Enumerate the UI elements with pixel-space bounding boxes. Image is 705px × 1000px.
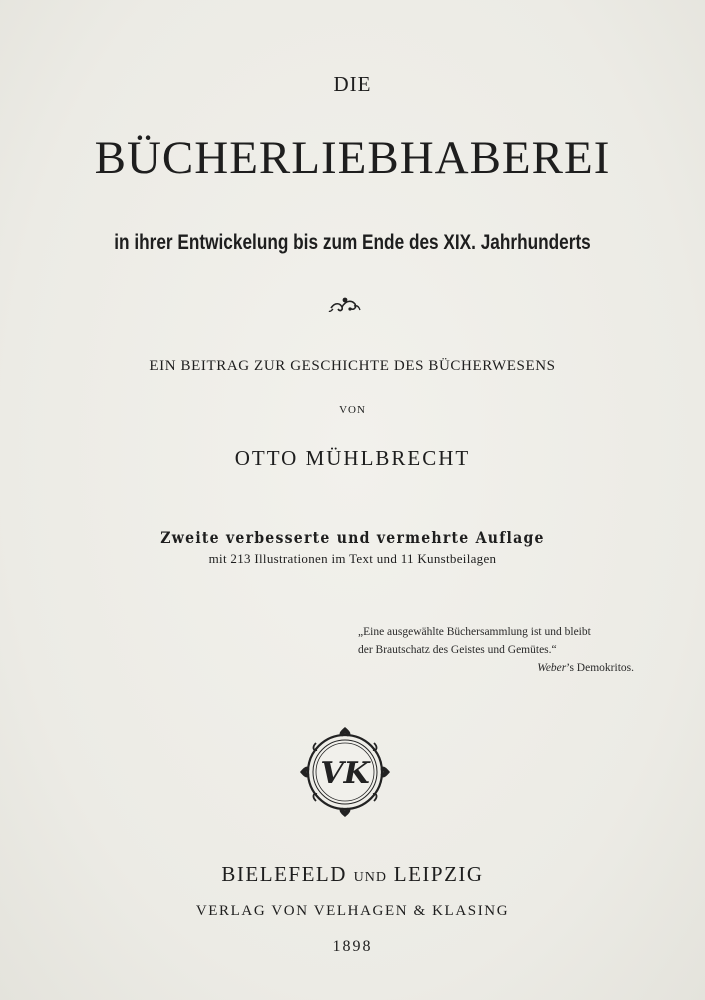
publication-year: 1898 xyxy=(332,938,373,955)
edition-line: Zweite verbesserte und vermehrte Auflage xyxy=(160,528,545,547)
attribution-work: ’s Demokritos. xyxy=(566,662,634,674)
author-name: OTTO MÜHLBRECHT xyxy=(234,446,471,470)
epigraph xyxy=(358,623,648,677)
and-word: UND xyxy=(353,870,387,885)
by-line: VON xyxy=(339,404,366,416)
title-article: DIE xyxy=(333,72,372,96)
epigraph-line-1: „Eine ausgewählte Büchersammlung ist und bleibt xyxy=(358,626,591,638)
epigraph-attribution xyxy=(358,659,648,677)
publisher-line: VERLAG VON VELHAGEN & KLASING xyxy=(195,903,510,919)
publication-place xyxy=(0,862,705,887)
illustrations-line: mit 213 Illustrationen im Text und 11 Kunstbeilagen xyxy=(208,551,497,566)
fleuron-ornament-icon xyxy=(328,294,362,316)
publisher-monogram-emblem-icon xyxy=(296,723,394,821)
city-bielefeld: BIELEFELD xyxy=(221,862,347,886)
epigraph-line-2: der Brautschatz des Geistes und Gemütes.“ xyxy=(358,644,557,656)
book-subtitle: in ihrer Entwickelung bis zum Ende des XIX. Jahrhunderts xyxy=(114,231,591,254)
monogram-letters: VK xyxy=(320,756,370,791)
contribution-line: EIN BEITRAG ZUR GESCHICHTE DES BÜCHERWESENS xyxy=(149,358,556,374)
attribution-name: Weber xyxy=(537,662,567,674)
city-leipzig: LEIPZIG xyxy=(393,862,484,886)
book-title: BÜCHERLIEBHABEREI xyxy=(94,132,611,184)
